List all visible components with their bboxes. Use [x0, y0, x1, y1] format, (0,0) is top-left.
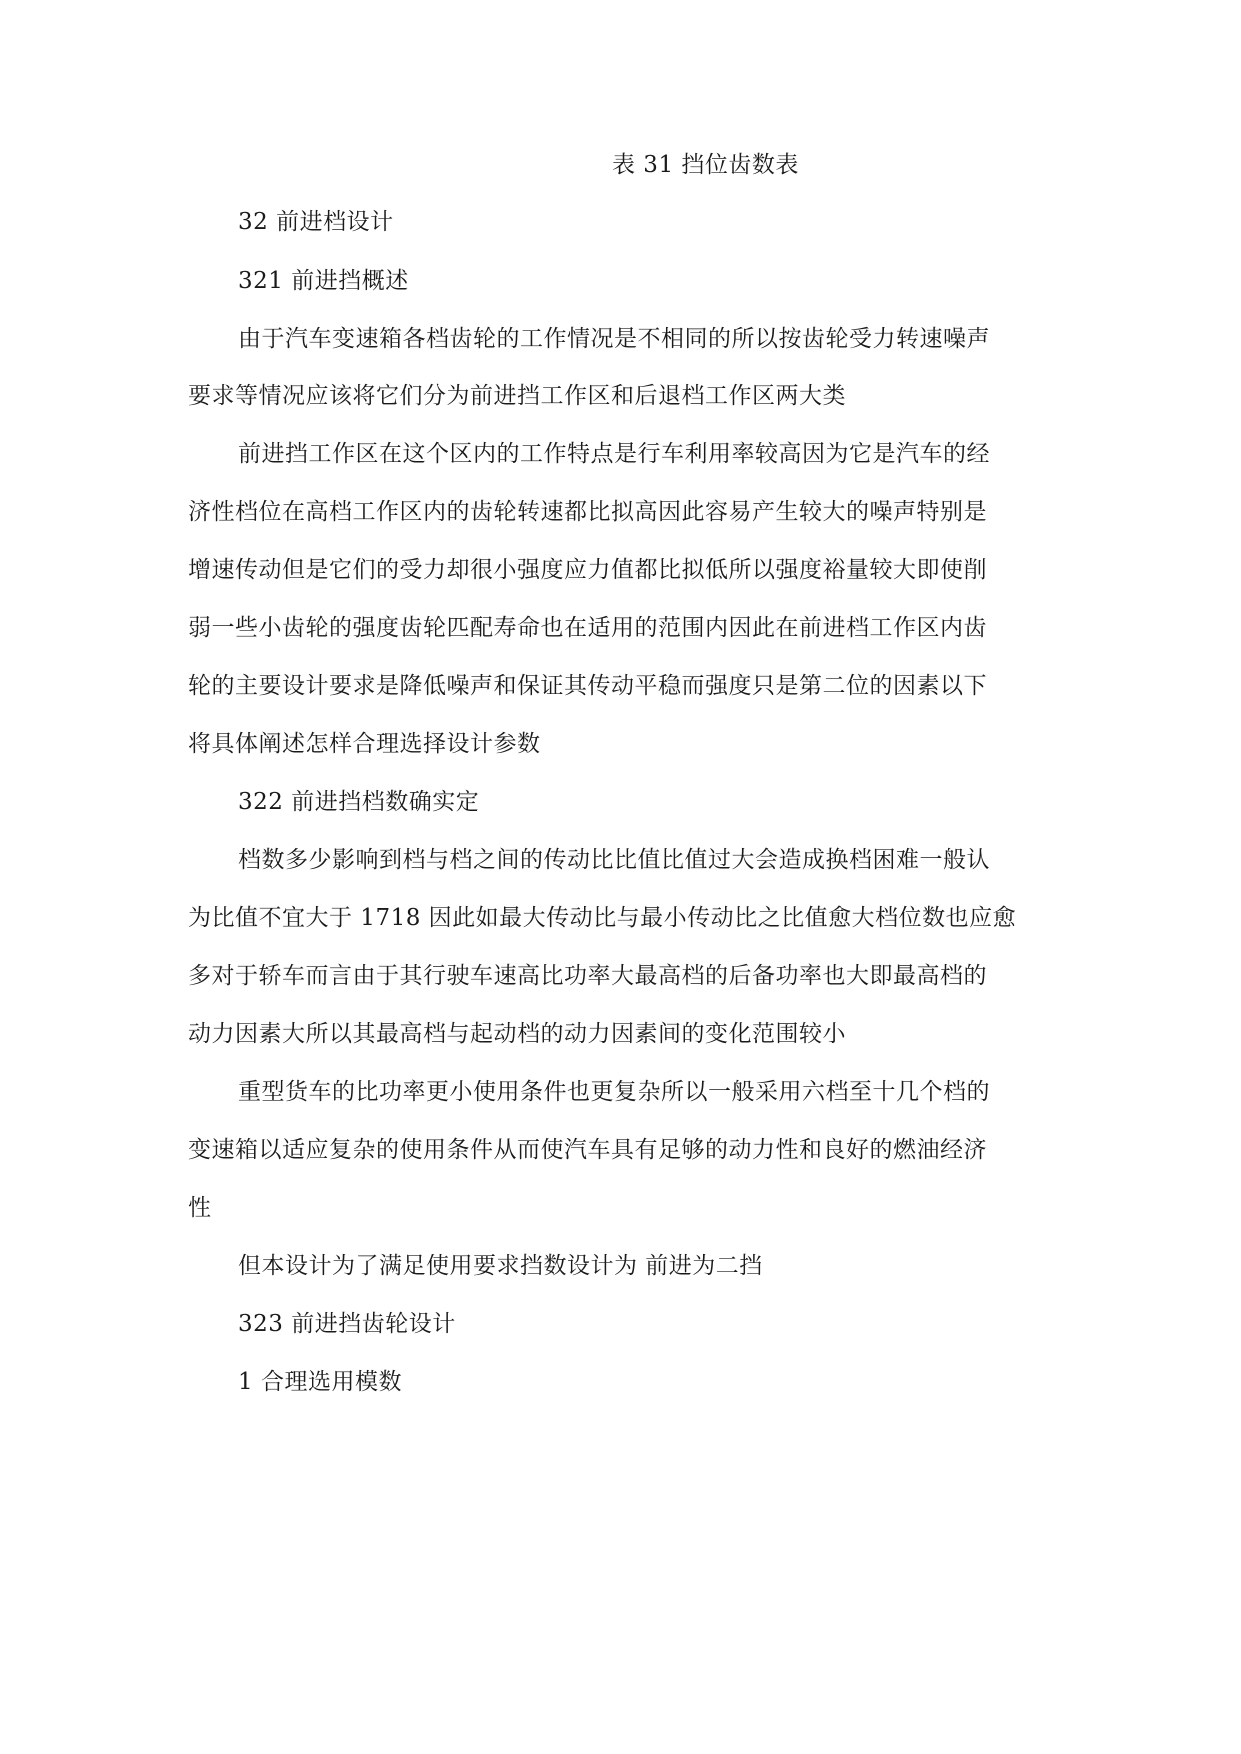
- paragraph-4-line-2: 变速箱以适应复杂的使用条件从而使汽车具有足够的动力性和良好的燃油经济: [188, 1137, 987, 1163]
- paragraph-1-line-1: 由于汽车变速箱各档齿轮的工作情况是不相同的所以按齿轮受力转速噪声: [238, 326, 990, 352]
- section-heading-32: 32 前进档设计: [238, 209, 394, 235]
- paragraph-4-line-3: 性: [188, 1195, 212, 1221]
- section-heading-323: 323 前进挡齿轮设计: [238, 1311, 456, 1337]
- paragraph-2-line-5: 轮的主要设计要求是降低噪声和保证其传动平稳而强度只是第二位的因素以下: [188, 673, 987, 699]
- section-heading-321: 321 前进挡概述: [238, 268, 409, 294]
- paragraph-3-line-1: 档数多少影响到档与档之间的传动比比值比值过大会造成换档困难一般认: [238, 847, 990, 873]
- paragraph-2-line-2: 济性档位在高档工作区内的齿轮转速都比拟高因此容易产生较大的噪声特别是: [188, 499, 987, 525]
- paragraph-2-line-4: 弱一些小齿轮的强度齿轮匹配寿命也在适用的范围内因此在前进档工作区内齿: [188, 615, 987, 641]
- list-item-1: 1 合理选用模数: [238, 1369, 402, 1395]
- paragraph-3-line-4: 动力因素大所以其最高档与起动档的动力因素间的变化范围较小: [188, 1021, 846, 1047]
- paragraph-4-line-1: 重型货车的比功率更小使用条件也更复杂所以一般采用六档至十几个档的: [238, 1079, 990, 1105]
- section-heading-322: 322 前进挡档数确实定: [238, 789, 480, 815]
- paragraph-3-line-2: 为比值不宜大于 1718 因此如最大传动比与最小传动比之比值愈大档位数也应愈: [188, 905, 1017, 931]
- paragraph-2-line-1: 前进挡工作区在这个区内的工作特点是行车利用率较高因为它是汽车的经: [238, 441, 990, 467]
- paragraph-5: 但本设计为了满足使用要求挡数设计为 前进为二挡: [238, 1253, 763, 1279]
- paragraph-1-line-2: 要求等情况应该将它们分为前进挡工作区和后退档工作区两大类: [188, 383, 846, 409]
- paragraph-2-line-6: 将具体阐述怎样合理选择设计参数: [188, 731, 541, 757]
- paragraph-2-line-3: 增速传动但是它们的受力却很小强度应力值都比拟低所以强度裕量较大即使削: [188, 557, 987, 583]
- table-caption: 表 31 挡位齿数表: [612, 152, 799, 178]
- paragraph-3-line-3: 多对于轿车而言由于其行驶车速高比功率大最高档的后备功率也大即最高档的: [188, 963, 987, 989]
